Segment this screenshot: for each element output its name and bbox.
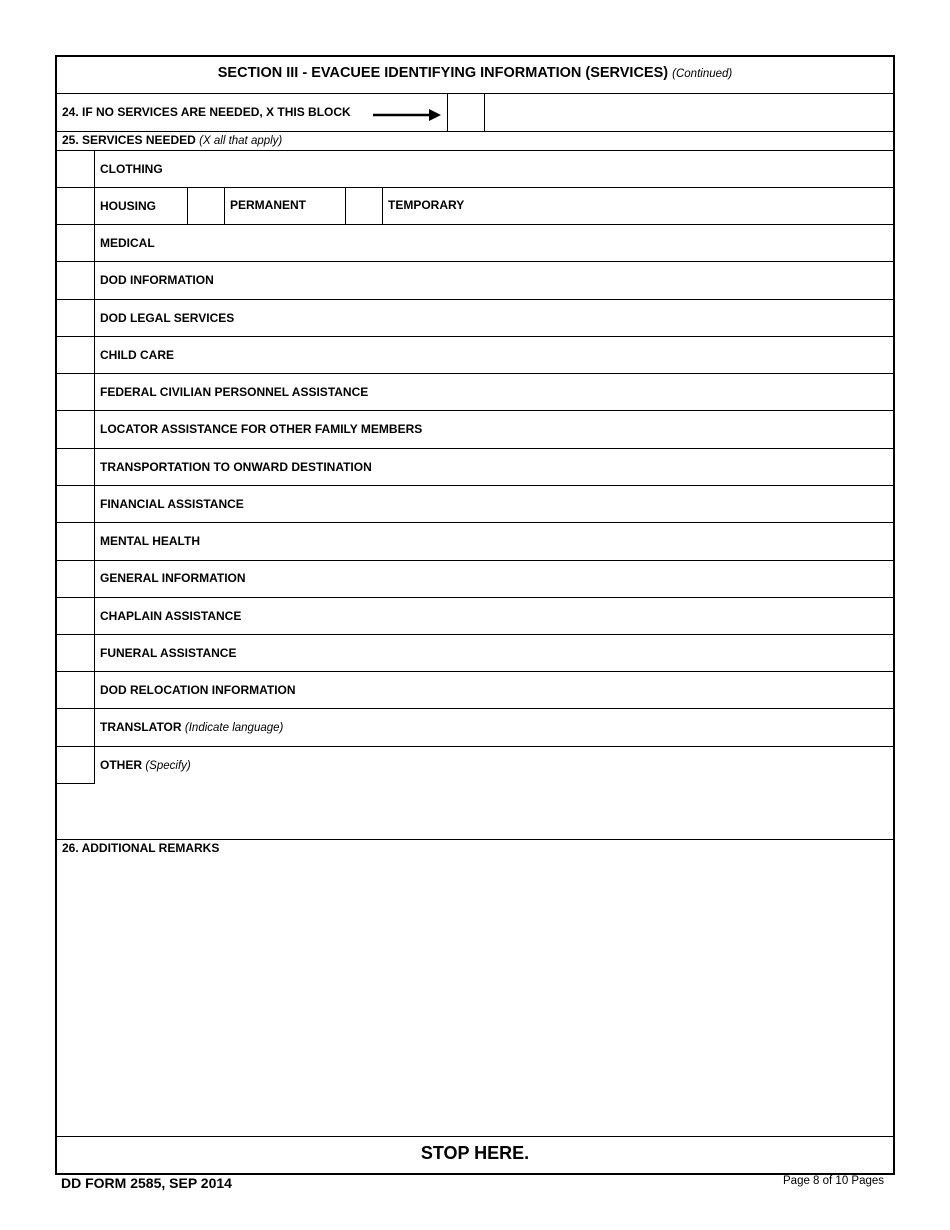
housing-checkbox[interactable] bbox=[57, 188, 93, 224]
divider bbox=[57, 746, 893, 747]
child-care-checkbox[interactable] bbox=[57, 337, 93, 373]
divider bbox=[57, 93, 893, 94]
service-label-clothing: CLOTHING bbox=[100, 162, 163, 176]
dod-relocation-checkbox[interactable] bbox=[57, 672, 93, 708]
other-text: OTHER bbox=[100, 758, 142, 772]
divider bbox=[57, 634, 893, 635]
divider bbox=[57, 131, 893, 132]
divider bbox=[57, 224, 893, 225]
clothing-checkbox[interactable] bbox=[57, 151, 93, 187]
locator-assistance-checkbox[interactable] bbox=[57, 411, 93, 447]
dod-legal-services-checkbox[interactable] bbox=[57, 300, 93, 336]
item25-label bbox=[62, 133, 282, 148]
item26-label: 26. ADDITIONAL REMARKS bbox=[62, 841, 220, 855]
additional-remarks-field[interactable] bbox=[61, 857, 889, 1133]
divider bbox=[382, 187, 383, 224]
service-label-dod-legal-services: DOD LEGAL SERVICES bbox=[100, 311, 235, 325]
section-continued: (Continued) bbox=[672, 68, 733, 80]
dod-information-checkbox[interactable] bbox=[57, 262, 93, 298]
service-label-translator bbox=[100, 720, 283, 735]
service-label-dod-relocation: DOD RELOCATION INFORMATION bbox=[100, 683, 296, 697]
divider bbox=[57, 261, 893, 262]
service-label-funeral-assistance: FUNERAL ASSISTANCE bbox=[100, 646, 237, 660]
stop-here-text: STOP HERE. bbox=[420, 1143, 530, 1163]
divider bbox=[57, 299, 893, 300]
section-title-text: SECTION III - EVACUEE IDENTIFYING INFORMATION (SERVICES) bbox=[217, 65, 669, 81]
form-id: DD FORM 2585, SEP 2014 bbox=[61, 1175, 232, 1191]
other-checkbox[interactable] bbox=[57, 747, 93, 783]
medical-checkbox[interactable] bbox=[57, 225, 93, 261]
transportation-checkbox[interactable] bbox=[57, 449, 93, 485]
service-label-financial-assistance: FINANCIAL ASSISTANCE bbox=[100, 497, 244, 511]
other-hint: (Specify) bbox=[145, 760, 191, 772]
divider bbox=[57, 448, 893, 449]
translator-checkbox[interactable] bbox=[57, 709, 93, 745]
divider bbox=[484, 94, 485, 131]
housing-permanent-checkbox[interactable] bbox=[188, 188, 224, 224]
divider bbox=[57, 839, 893, 840]
general-information-checkbox[interactable] bbox=[57, 561, 93, 597]
item24-label: 24. IF NO SERVICES ARE NEEDED, X THIS BLOCK bbox=[62, 105, 351, 119]
divider bbox=[57, 708, 893, 709]
section-title bbox=[57, 65, 893, 81]
financial-assistance-checkbox[interactable] bbox=[57, 486, 93, 522]
divider bbox=[57, 597, 893, 598]
divider bbox=[94, 150, 95, 784]
divider bbox=[57, 671, 893, 672]
mental-health-checkbox[interactable] bbox=[57, 523, 93, 559]
chaplain-assistance-checkbox[interactable] bbox=[57, 598, 93, 634]
federal-civilian-personnel-checkbox[interactable] bbox=[57, 374, 93, 410]
divider bbox=[57, 410, 893, 411]
service-label-medical: MEDICAL bbox=[100, 236, 155, 250]
service-label-chaplain-assistance: CHAPLAIN ASSISTANCE bbox=[100, 609, 242, 623]
service-label-general-information: GENERAL INFORMATION bbox=[100, 571, 246, 585]
housing-permanent-label: PERMANENT bbox=[230, 198, 307, 212]
divider bbox=[57, 1136, 893, 1137]
page-number: Page 8 of 10 Pages bbox=[783, 1175, 885, 1187]
divider bbox=[57, 560, 893, 561]
service-label-federal-civilian-personnel: FEDERAL CIVILIAN PERSONNEL ASSISTANCE bbox=[100, 385, 369, 399]
funeral-assistance-checkbox[interactable] bbox=[57, 635, 93, 671]
form-page bbox=[55, 55, 895, 1175]
other-specify-field[interactable] bbox=[97, 769, 889, 837]
translator-text: TRANSLATOR bbox=[100, 720, 182, 734]
service-label-locator-assistance: LOCATOR ASSISTANCE FOR OTHER FAMILY MEMBERS bbox=[100, 422, 423, 436]
item25-label-text: 25. SERVICES NEEDED bbox=[62, 133, 196, 147]
arrow-right-icon bbox=[373, 109, 443, 121]
translator-hint: (Indicate language) bbox=[184, 722, 284, 734]
divider bbox=[57, 783, 94, 784]
divider bbox=[57, 373, 893, 374]
housing-temporary-label: TEMPORARY bbox=[388, 198, 465, 212]
divider bbox=[57, 336, 893, 337]
service-label-transportation: TRANSPORTATION TO ONWARD DESTINATION bbox=[100, 460, 372, 474]
service-label-housing: HOUSING bbox=[100, 199, 157, 213]
divider bbox=[57, 485, 893, 486]
divider bbox=[57, 522, 893, 523]
divider bbox=[57, 150, 893, 151]
housing-temporary-checkbox[interactable] bbox=[346, 188, 382, 224]
service-label-child-care: CHILD CARE bbox=[100, 348, 174, 362]
divider bbox=[57, 187, 893, 188]
service-label-mental-health: MENTAL HEALTH bbox=[100, 534, 200, 548]
no-services-checkbox[interactable] bbox=[448, 95, 484, 131]
divider bbox=[224, 187, 225, 224]
service-label-dod-information: DOD INFORMATION bbox=[100, 273, 214, 287]
item25-instruction: (X all that apply) bbox=[199, 135, 283, 147]
